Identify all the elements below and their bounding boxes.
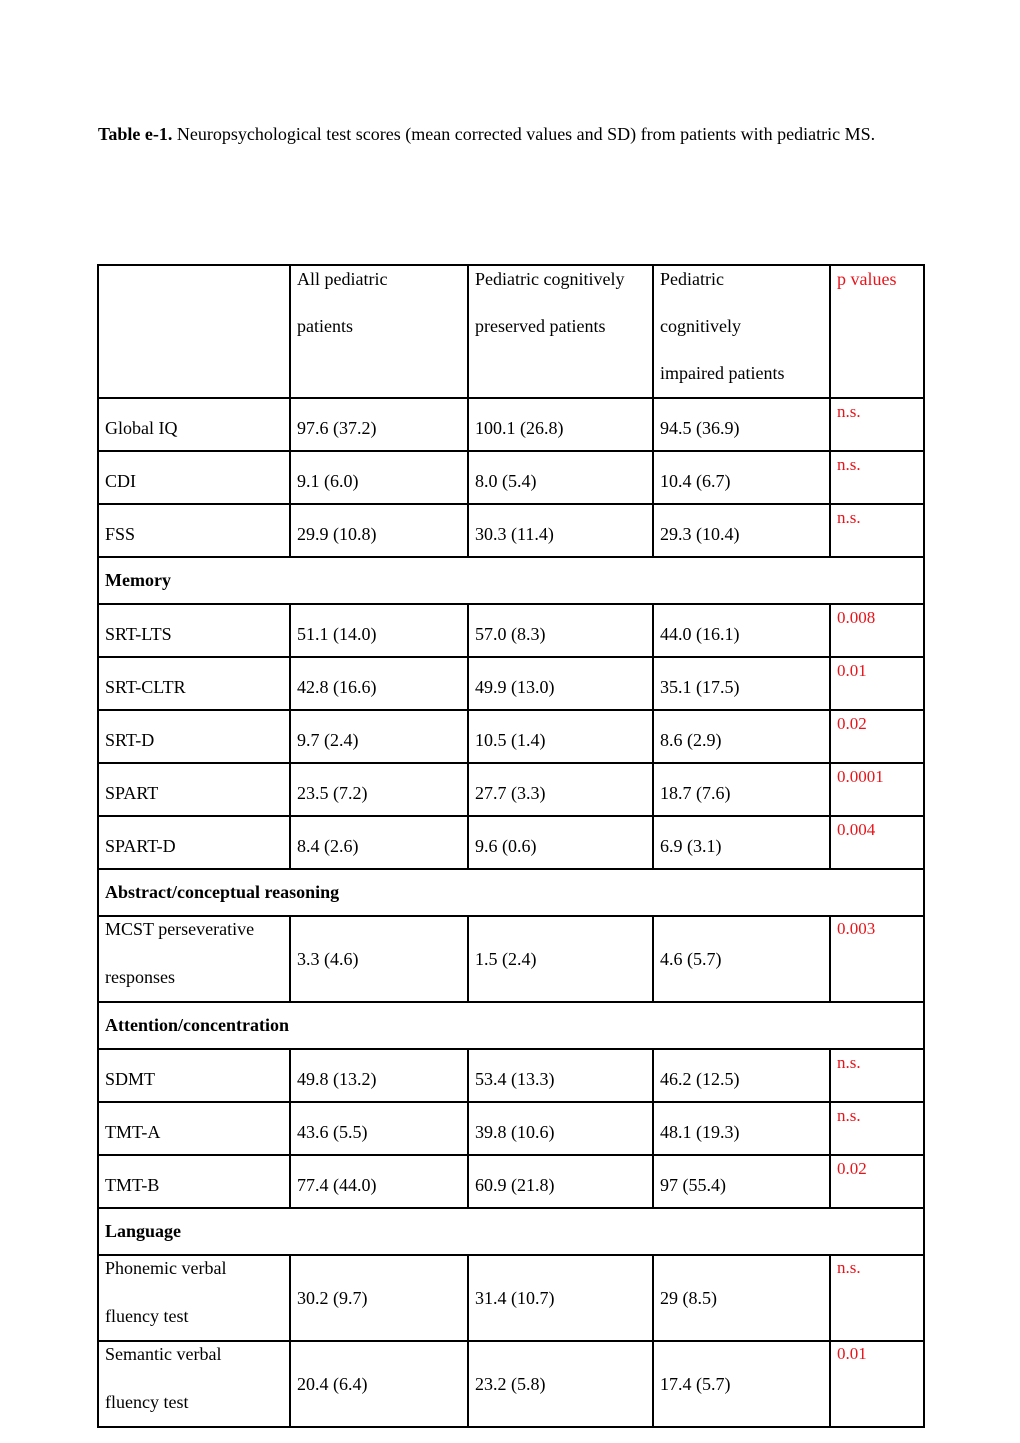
caption-label: Table e-1. [98, 124, 173, 144]
table-row-spart-d [98, 816, 924, 869]
cell-impaired: 4.6 (5.7) [653, 916, 830, 1002]
cell-preserved: 57.0 (8.3) [468, 604, 653, 657]
cell-p-value: 0.01 [830, 657, 924, 710]
row-label: TMT-A [98, 1102, 290, 1155]
cell-p-value: n.s. [830, 1255, 924, 1341]
section-heading: Attention/concentration [98, 1002, 924, 1049]
cell-preserved: 100.1 (26.8) [468, 398, 653, 451]
cell-p-value: n.s. [830, 1102, 924, 1155]
cell-all: 49.8 (13.2) [290, 1049, 468, 1102]
row-label: SRT-LTS [98, 604, 290, 657]
cell-p-value: 0.003 [830, 916, 924, 1002]
row-label: SRT-CLTR [98, 657, 290, 710]
cell-impaired: 8.6 (2.9) [653, 710, 830, 763]
cell-all: 9.7 (2.4) [290, 710, 468, 763]
cell-all: 3.3 (4.6) [290, 916, 468, 1002]
table-row-mcst [98, 916, 924, 1002]
row-label: SDMT [98, 1049, 290, 1102]
header-impaired-patients: Pediatric cognitively impaired patients [653, 265, 830, 398]
table-row-semantic-fluency [98, 1341, 924, 1427]
cell-p-value: 0.008 [830, 604, 924, 657]
caption-text: Neuropsychological test scores (mean corrected values and SD) from patients with pediatric MS. [172, 124, 876, 144]
cell-impaired: 48.1 (19.3) [653, 1102, 830, 1155]
row-label: SPART-D [98, 816, 290, 869]
table-row-sdmt [98, 1049, 924, 1102]
cell-preserved: 49.9 (13.0) [468, 657, 653, 710]
row-label: MCST perseverative responses [98, 916, 290, 1002]
row-label: SPART [98, 763, 290, 816]
cell-p-value: n.s. [830, 398, 924, 451]
cell-p-value: 0.02 [830, 710, 924, 763]
cell-all: 9.1 (6.0) [290, 451, 468, 504]
table-row-fss [98, 504, 924, 557]
cell-impaired: 44.0 (16.1) [653, 604, 830, 657]
table-row-srt-d [98, 710, 924, 763]
cell-impaired: 94.5 (36.9) [653, 398, 830, 451]
cell-preserved: 23.2 (5.8) [468, 1341, 653, 1427]
table-caption [98, 110, 918, 158]
cell-all: 23.5 (7.2) [290, 763, 468, 816]
section-row-memory [98, 557, 924, 604]
header-p-values: p values [830, 265, 924, 398]
table-row-global-iq [98, 398, 924, 451]
cell-all: 43.6 (5.5) [290, 1102, 468, 1155]
row-label: TMT-B [98, 1155, 290, 1208]
cell-preserved: 60.9 (21.8) [468, 1155, 653, 1208]
cell-impaired: 17.4 (5.7) [653, 1341, 830, 1427]
section-heading: Language [98, 1208, 924, 1255]
table-row-cdi [98, 451, 924, 504]
row-label: Phonemic verbal fluency test [98, 1255, 290, 1341]
cell-impaired: 29.3 (10.4) [653, 504, 830, 557]
cell-all: 29.9 (10.8) [290, 504, 468, 557]
cell-p-value: n.s. [830, 451, 924, 504]
section-heading: Memory [98, 557, 924, 604]
cell-p-value: 0.02 [830, 1155, 924, 1208]
table-row-spart [98, 763, 924, 816]
section-row-language [98, 1208, 924, 1255]
cell-all: 20.4 (6.4) [290, 1341, 468, 1427]
header-empty-cell [98, 265, 290, 398]
cell-p-value: 0.004 [830, 816, 924, 869]
cell-all: 30.2 (9.7) [290, 1255, 468, 1341]
section-heading: Abstract/conceptual reasoning [98, 869, 924, 916]
table-row-phonemic-fluency [98, 1255, 924, 1341]
row-label: SRT-D [98, 710, 290, 763]
cell-all: 51.1 (14.0) [290, 604, 468, 657]
row-label: Semantic verbal fluency test [98, 1341, 290, 1427]
cell-impaired: 97 (55.4) [653, 1155, 830, 1208]
row-label: CDI [98, 451, 290, 504]
cell-impaired: 35.1 (17.5) [653, 657, 830, 710]
header-all-patients: All pediatric patients [290, 265, 468, 398]
table-row-srt-lts [98, 604, 924, 657]
row-label: FSS [98, 504, 290, 557]
cell-preserved: 10.5 (1.4) [468, 710, 653, 763]
section-row-attention [98, 1002, 924, 1049]
cell-all: 8.4 (2.6) [290, 816, 468, 869]
cell-preserved: 31.4 (10.7) [468, 1255, 653, 1341]
cell-preserved: 9.6 (0.6) [468, 816, 653, 869]
cell-all: 77.4 (44.0) [290, 1155, 468, 1208]
cell-preserved: 8.0 (5.4) [468, 451, 653, 504]
cell-all: 42.8 (16.6) [290, 657, 468, 710]
cell-preserved: 39.8 (10.6) [468, 1102, 653, 1155]
table-row-tmt-b [98, 1155, 924, 1208]
table-row-srt-cltr [98, 657, 924, 710]
cell-preserved: 30.3 (11.4) [468, 504, 653, 557]
header-preserved-patients: Pediatric cognitively preserved patients [468, 265, 653, 398]
section-row-abstract [98, 869, 924, 916]
cell-impaired: 10.4 (6.7) [653, 451, 830, 504]
cell-impaired: 6.9 (3.1) [653, 816, 830, 869]
cell-preserved: 1.5 (2.4) [468, 916, 653, 1002]
cell-p-value: n.s. [830, 1049, 924, 1102]
cell-preserved: 53.4 (13.3) [468, 1049, 653, 1102]
cell-impaired: 18.7 (7.6) [653, 763, 830, 816]
cell-p-value: 0.0001 [830, 763, 924, 816]
cell-p-value: 0.01 [830, 1341, 924, 1427]
table-row-tmt-a [98, 1102, 924, 1155]
table-header-row [98, 265, 924, 398]
cell-preserved: 27.7 (3.3) [468, 763, 653, 816]
cell-p-value: n.s. [830, 504, 924, 557]
neuropsych-scores-table [97, 264, 925, 1428]
row-label: Global IQ [98, 398, 290, 451]
cell-impaired: 29 (8.5) [653, 1255, 830, 1341]
cell-all: 97.6 (37.2) [290, 398, 468, 451]
cell-impaired: 46.2 (12.5) [653, 1049, 830, 1102]
